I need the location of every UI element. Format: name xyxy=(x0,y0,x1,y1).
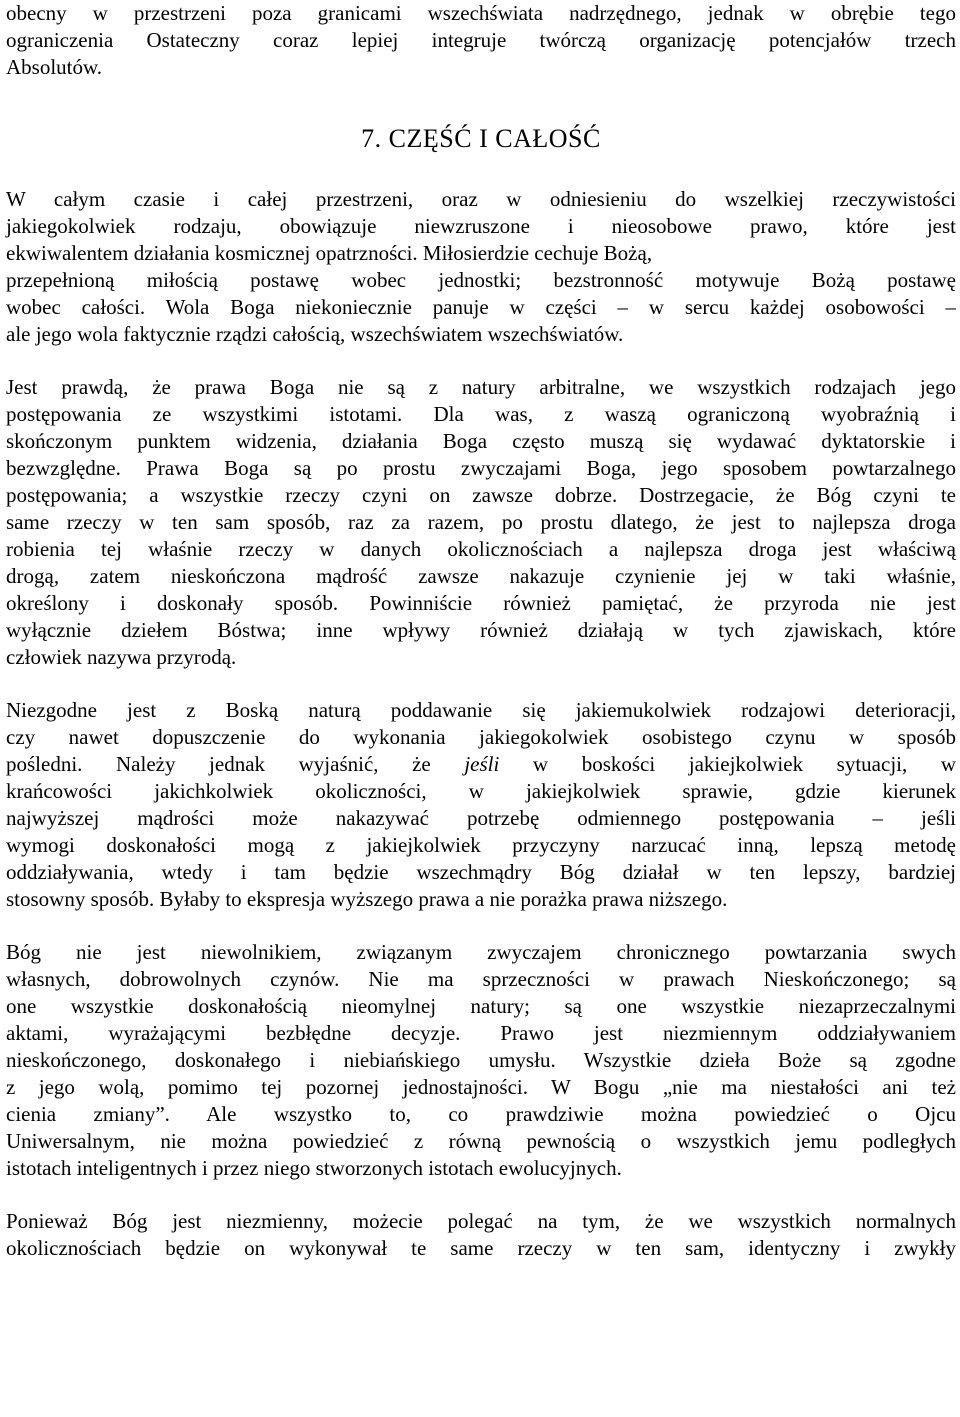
text-line: przepełnioną miłością postawę wobec jednostki; bezstronność motywuje Bożą postawę xyxy=(6,268,956,292)
text-line: Bóg nie jest niewolnikiem, związanym zwyczajem chronicznego powtarzania swych xyxy=(6,940,956,964)
text-line: jakiegokolwiek rodzaju, obowiązuje niewzruszone i nieosobowe prawo, które jest xyxy=(6,214,956,238)
text-line: najwyższej mądrości może nakazywać potrzebę odmiennego postępowania – jeśli xyxy=(6,806,956,830)
text-line: istotach inteligentnych i przez niego stworzonych istotach ewolucyjnych. xyxy=(6,1156,622,1180)
text-line: drogą, zatem nieskończona mądrość zawsze nakazuje czynienie jej w taki właśnie, xyxy=(6,564,956,588)
text-line: nieskończonego, doskonałego i niebiańskiego umysłu. Wszystkie dzieła Boże są zgodne xyxy=(6,1048,956,1072)
body-text xyxy=(6,186,956,1262)
text-line: wyłącznie dziełem Bóstwa; inne wpływy również działają w tych zjawiskach, które xyxy=(6,618,956,642)
text-line: W całym czasie i całej przestrzeni, oraz w odniesieniu do wszelkiej rzeczywistości xyxy=(6,187,956,211)
text-line: człowiek nazywa przyrodą. xyxy=(6,645,237,669)
text-line: aktami, wyrażającymi bezbłędne decyzje. Prawo jest niezmiennym oddziaływaniem xyxy=(6,1021,956,1045)
text-line: same rzeczy w ten sam sposób, raz za razem, po prostu dlatego, że jest to najlepsza droga xyxy=(6,510,956,534)
text-line: własnych, dobrowolnych czynów. Nie ma sprzeczności w prawach Nieskończonego; są xyxy=(6,967,956,991)
text-line: bezwzględne. Prawa Boga są po prostu zwyczajami Boga, jego sposobem powtarzalnego xyxy=(6,456,956,480)
text-line: Jest prawdą, że prawa Boga nie są z natury arbitralne, we wszystkich rodzajach jego xyxy=(6,375,956,399)
text-line: skończonym punktem widzenia, działania Boga często muszą się wydawać dyktatorskie i xyxy=(6,429,956,453)
text-line: Niezgodne jest z Boską naturą poddawanie się jakiemukolwiek rodzajowi deterioracji, xyxy=(6,698,956,722)
text-line: Uniwersalnym, nie można powiedzieć z równą pewnością o wszystkich jemu podległych xyxy=(6,1129,956,1153)
text-line: ekwiwalentem działania kosmicznej opatrzności. Miłosierdzie cechuje Bożą, xyxy=(6,241,653,265)
text-line: krańcowości jakichkolwiek okoliczności, w jakiejkolwiek sprawie, gdzie kierunek xyxy=(6,779,956,803)
text-line: stosowny sposób. Byłaby to ekspresja wyższego prawa a nie porażka prawa niższego. xyxy=(6,887,728,911)
text-line: robienia tej właśnie rzeczy w danych okolicznościach a najlepsza droga jest właściwą xyxy=(6,537,956,561)
document-page xyxy=(6,0,956,1288)
text-line: pośledni. Należy jednak wyjaśnić, że jeśli w boskości jakiejkolwiek sytuacji, w xyxy=(6,752,956,776)
body-paragraph xyxy=(6,697,956,913)
intro-line: ograniczenia Ostateczny coraz lepiej integruje twórczą organizację potencjałów trzech xyxy=(6,28,956,52)
text-line: Ponieważ Bóg jest niezmienny, możecie polegać na tym, że we wszystkich normalnych xyxy=(6,1209,956,1233)
text-line: postępowania ze wszystkimi istotami. Dla was, z waszą ograniczoną wyobraźnią i xyxy=(6,402,956,426)
text-line: wymogi doskonałości mogą z jakiejkolwiek przyczyny narzucać inną, lepszą metodę xyxy=(6,833,956,857)
text-line: one wszystkie doskonałością nieomylnej natury; są one wszystkie niezaprzeczalnymi xyxy=(6,994,956,1018)
text-line: czy nawet dopuszczenie do wykonania jakiegokolwiek osobistego czynu w sposób xyxy=(6,725,956,749)
body-paragraph xyxy=(6,1208,956,1262)
text-line: oddziaływania, wtedy i tam będzie wszechmądry Bóg działał w ten lepszy, bardziej xyxy=(6,860,956,884)
body-paragraph xyxy=(6,374,956,671)
body-paragraph xyxy=(6,186,956,348)
text-line: okolicznościach będzie on wykonywał te same rzeczy w ten sam, identyczny i zwykły xyxy=(6,1236,956,1260)
emphasis: jeśli xyxy=(464,752,500,776)
intro-line: obecny w przestrzeni poza granicami wszechświata nadrzędnego, jednak w obrębie tego xyxy=(6,1,956,25)
text-line: określony i doskonały sposób. Powinniście również pamiętać, że przyroda nie jest xyxy=(6,591,956,615)
body-paragraph xyxy=(6,939,956,1182)
text-line: cienia zmiany”. Ale wszystko to, co prawdziwie można powiedzieć o Ojcu xyxy=(6,1102,956,1126)
text-line: z jego wolą, pomimo tej pozornej jednostajności. W Bogu „nie ma niestałości ani też xyxy=(6,1075,956,1099)
intro-paragraph xyxy=(6,0,956,81)
text-line: postępowania; a wszystkie rzeczy czyni on zawsze dobrze. Dostrzegacie, że Bóg czyni te xyxy=(6,483,956,507)
text-line: wobec całości. Wola Boga niekoniecznie panuje w części – w sercu każdej osobowości – xyxy=(6,295,956,319)
section-heading: 7. CZĘŚĆ I CAŁOŚĆ xyxy=(361,124,601,153)
text-line: ale jego wola faktycznie rządzi całością, wszechświatem wszechświatów. xyxy=(6,322,624,346)
intro-line: Absolutów. xyxy=(6,55,103,79)
